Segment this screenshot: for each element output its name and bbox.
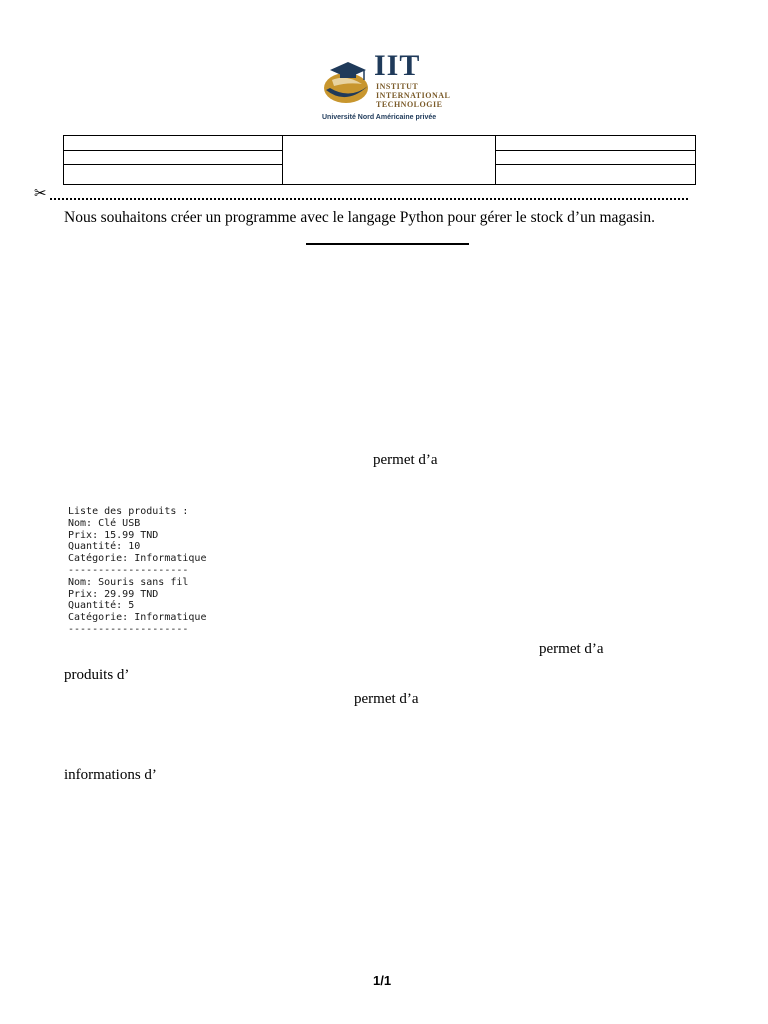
intro-text: Nous souhaitons créer un programme avec le langage Python pour gérer le stock d’un magasin. [64, 209, 655, 226]
console-line: Catégorie: Informatique [68, 553, 207, 565]
logo-line-2: INTERNATIONAL [376, 91, 451, 100]
header-cell [496, 165, 696, 185]
console-line: Catégorie: Informatique [68, 612, 207, 624]
header-cell [496, 136, 696, 151]
page-number: 1/1 [373, 973, 392, 988]
text-fragment: produits d’ [64, 667, 130, 683]
console-line: -------------------- [68, 564, 189, 576]
console-line: Quantité: 5 [68, 600, 135, 612]
logo-subtitle: Université Nord Américaine privée [322, 114, 437, 121]
console-line: Nom: Clé USB [68, 517, 141, 529]
text-fragment: permet d’a [539, 641, 604, 657]
logo-brand: IIT [374, 49, 421, 82]
cut-line [50, 198, 688, 200]
title-underline [306, 243, 469, 245]
console-line: Prix: 29.99 TND [68, 588, 159, 600]
text-fragment: permet d’a [373, 452, 438, 468]
header-cell [64, 151, 283, 165]
exam-header-table [63, 135, 696, 185]
header-cell [64, 165, 283, 185]
scissors-icon: ✂ [34, 184, 47, 202]
console-line: Nom: Souris sans fil [68, 576, 189, 588]
header-cell [496, 151, 696, 165]
header-cell-center [283, 136, 496, 185]
graduation-cap-globe-icon [320, 56, 372, 108]
text-fragment: informations d’ [64, 767, 157, 783]
console-line: Liste des produits : [68, 506, 189, 517]
console-line: Quantité: 10 [68, 541, 141, 553]
logo-line-3: TECHNOLOGIE [376, 100, 443, 109]
logo-line-1: INSTITUT [376, 82, 419, 91]
console-line: Prix: 15.99 TND [68, 529, 159, 541]
text-fragment: permet d’a [354, 691, 419, 707]
institution-logo [320, 48, 451, 124]
console-output [68, 506, 206, 636]
header-cell [64, 136, 283, 151]
console-line: -------------------- [68, 623, 189, 635]
